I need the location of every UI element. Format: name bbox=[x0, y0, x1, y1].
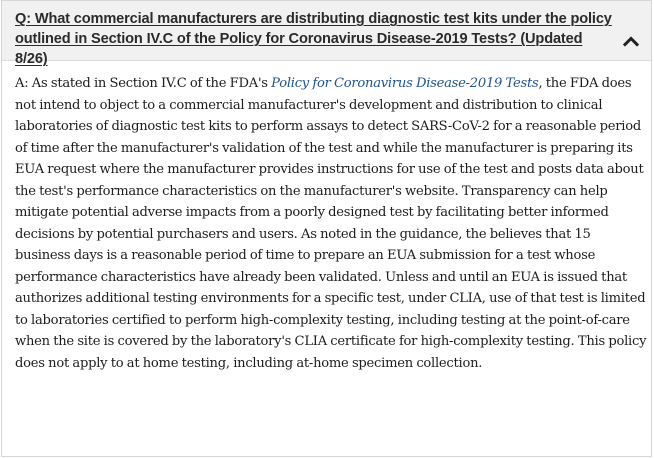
faq-answer bbox=[15, 73, 647, 374]
faq-question-text[interactable]: Q: What commercial manufacturers are distributing diagnostic test kits under the policy outlined in Section IV.C of the Policy for Coronavirus Disease-2019 Tests? (Updated 8/26) bbox=[15, 11, 612, 67]
faq-accordion bbox=[1, 0, 652, 457]
answer-body-text: , the FDA does not intend to object to a commercial manufacturer's development and distribution to clinical laboratories of diagnostic test kits to perform assays to detect SARS-CoV-2 for a reasonable period of time after the manufacturer's validation of the test and while the manufacturer is preparing its EUA request where the manufacturer provides instructions for use of the test and posts data about the test's performance characteristics on the manufacturer's website. Transparency can help mitigate potential adverse impacts from a poorly designed test by facilitating better informed decisions by potential purchasers and users. As noted in the guidance, the believes that 15 business days is a reasonable period of time to prepare an EUA submission for a test whose performance characteristics have already been validated. Unless and until an EUA is issued that authorizes additional testing environments for a specific test, under CLIA, use of that test is limited to laboratories certified to perform high-complexity testing, including testing at the point-of-care when the site is covered by the laboratory's CLIA certificate for high-complexity testing. This policy does not apply to at home testing, including at-home specimen collection. bbox=[15, 76, 647, 371]
chevron-up-icon[interactable] bbox=[622, 32, 640, 50]
faq-question-header[interactable] bbox=[2, 1, 651, 67]
answer-intro-text: A: As stated in Section IV.C of the FDA's bbox=[15, 76, 272, 91]
policy-document-link[interactable]: Policy for Coronavirus Disease-2019 Tests bbox=[271, 76, 539, 91]
